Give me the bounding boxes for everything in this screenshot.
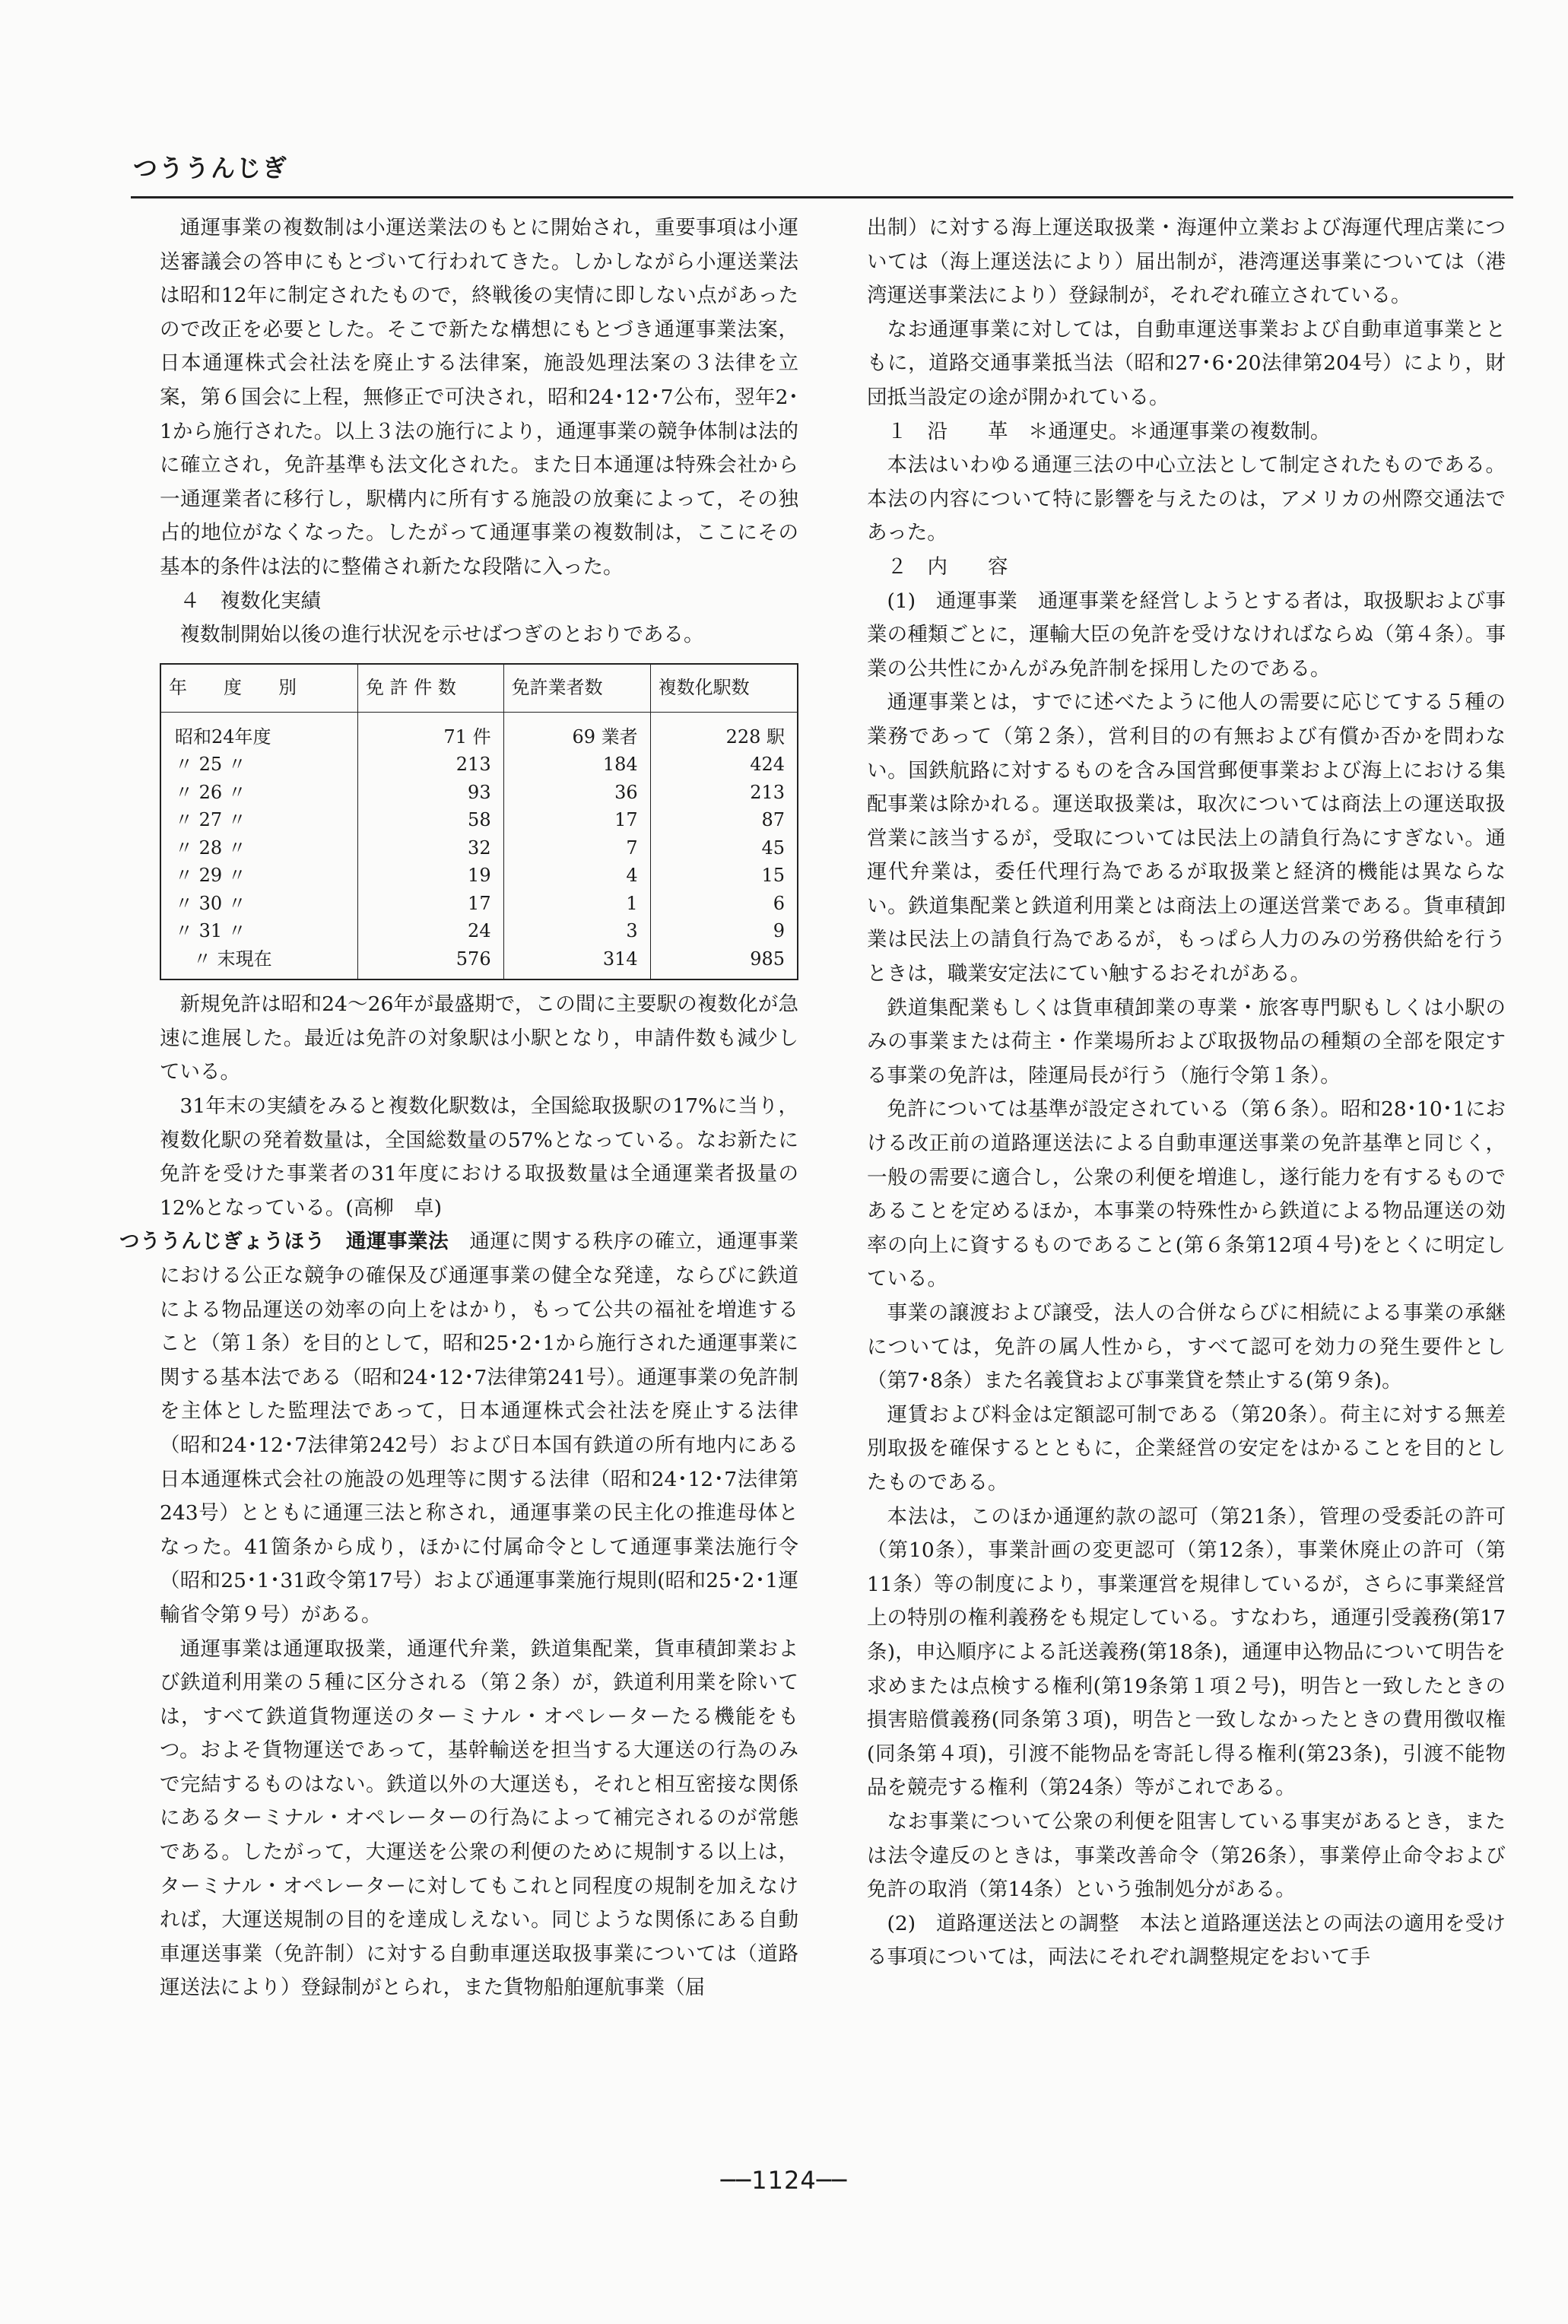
table-cell: 985 bbox=[650, 945, 798, 980]
table-row bbox=[160, 806, 798, 834]
table-cell: 424 bbox=[650, 751, 798, 779]
table-row bbox=[160, 834, 798, 862]
paragraph: 新規免許は昭和24～26年が最盛期で，この間に主要駅の複数化が急速に進展した。最近は免許の対象駅は小駅となり，申請件数も減少している。 bbox=[160, 992, 798, 1084]
table-row bbox=[160, 779, 798, 807]
section-heading: ４ 複数化実績 bbox=[179, 589, 321, 613]
table-cell: 昭和24年度 bbox=[160, 712, 358, 751]
paragraph: 事業の譲渡および譲受，法人の合併ならびに相続による事業の承継については，免許の属人性から，すべて認可を効力の発生要件とし（第7･8条）また名義貸および事業貸を禁止する(第９条)。 bbox=[867, 1301, 1506, 1393]
table-cell: 9 bbox=[650, 917, 798, 945]
table-header-row bbox=[160, 664, 798, 713]
table-cell: 〃 25 〃 bbox=[160, 751, 358, 779]
paragraph: 本法は，このほか通運約款の認可（第21条），管理の受委託の許可（第10条），事業計画の変更認可（第12条），事業休廃止の許可（第11条）等の制度により，事業運営を規律しているが，さらに事業経営上の特別の権利義務をも規定している。すなわち，通運引受義務(第17条)，申込順序による託送義務(第18条)，通運申込物品について明告を求めまたは点検する権利(第19条第１項２号)，明告と一致したときの損害賠償義務(同条第３項)，明告と一致しなかったときの費用徴収権(同条第４項)，引渡不能物品を寄託し得る権利(第23条)，引渡不能物品を競売する権利（第24条）等がこれである。 bbox=[867, 1504, 1506, 1800]
table-cell: 〃 27 〃 bbox=[160, 806, 358, 834]
table-row bbox=[160, 917, 798, 945]
column-header: 免許業者数 bbox=[503, 664, 650, 713]
table-cell: 〃 28 〃 bbox=[160, 834, 358, 862]
paragraph: 通運事業は通運取扱業，通運代弁業，鉄道集配業，貨車積卸業および鉄道利用業の５種に区分される（第２条）が，鉄道利用業を除いては，すべて鉄道貨物運送のターミナル・オペレーターたる機能をもつ。およそ貨物運送であって，基幹輸送を担当する大運送の行為のみで完結するものはない。鉄道以外の大運送も，それと相互密接な関係にあるターミナル・オペレーターの行為によって補完されるのが常態である。したがって，大運送を公衆の利便のために規制する以上は，ターミナル・オペレーターに対してもこれと同程度の規制を加えなければ，大運送規制の目的を達成しえない。同じような関係にある自動車運送事業（免許制）に対する自動車運送取扱事業については（道路運送法により）登録制がとられ，また貨物船舶運航事業（届 bbox=[160, 1637, 798, 2000]
table-cell: 93 bbox=[358, 779, 504, 807]
right-column bbox=[867, 211, 1506, 2158]
table-row bbox=[160, 890, 798, 918]
table-cell: 1 bbox=[503, 890, 650, 918]
paragraph: 免許については基準が設定されている（第６条）。昭和28･10･1における改正前の道路運送法による自動車運送事業の免許基準と同じく，一般の需要に適合し，公衆の利便を増進し，遂行能力を有するものであることを定めるほか，本事業の特殊性から鉄道による物品運送の効率の向上に資するものであること(第６条第12項４号)をとくに明定している。 bbox=[867, 1097, 1506, 1291]
entry-lead-text: 通運に関する秩序の確立，通運事業における公正な競争の確保及び通運事業の健全な発達，ならびに鉄道による物品運送の効率の向上をはかり，もって公共の福祉を増進すること（第１条）を目的として，昭和25･2･1から施行された通運事業に関する基本法である（昭和24･12･7法律第241号）。通運事業の免許制を主体とした監理法であって，日本通運株式会社法を廃止する法律（昭和24･12･7法律第242号）および日本国有鉄道の所有地内にある日本通運株式会社の施設の処理等に関する法律（昭和24･12･7法律第243号）とともに通運三法と称され，通運事業の民主化の推進母体となった。41箇条から成り，ほかに付属命令として通運事業法施行令（昭和25･1･31政令第17号）および通運事業施行規則(昭和25･2･1運輸省令第９号）がある。 bbox=[160, 1230, 798, 1627]
table-cell: 87 bbox=[650, 806, 798, 834]
table-cell: 314 bbox=[503, 945, 650, 980]
table-cell: 213 bbox=[650, 779, 798, 807]
column-header: 免 許 件 数 bbox=[358, 664, 504, 713]
table-cell: 24 bbox=[358, 917, 504, 945]
paragraph: 通運事業の複数制は小運送業法のもとに開始され，重要事項は小運送審議会の答申にもとづいて行われてきた。しかしながら小運送業法は昭和12年に制定されたもので，終戦後の実情に即しない点があったので改正を必要とした。そこで新たな構想にもとづき通運事業法案，日本通運株式会社法を廃止する法律案，施設処理法案の３法律を立案，第６国会に上程，無修正で可決され，昭和24･12･7公布，翌年2･1から施行された。以上３法の施行により，通運事業の競争体制は法的に確立され，免許基準も法文化された。また日本通運は特殊会社から一通運業者に移行し，駅構内に所有する施設の放棄によって，その独占的地位がなくなった。したがって通運事業の複数制は，ここにその基本的条件は法的に整備され新たな段階に入った。 bbox=[160, 216, 798, 579]
table-cell: 〃 30 〃 bbox=[160, 890, 358, 918]
paragraph: 鉄道集配業もしくは貨車積卸業の専業・旅客専門駅もしくは小駅のみの事業または荷主・作業場所および取扱物品の種類の全部を限定する事業の免許は，陸運局長が行う（施行令第１条）。 bbox=[867, 995, 1506, 1087]
paragraph: 出制）に対する海上運送取扱業・海運仲立業および海運代理店業については（海上運送法により）届出制が，港湾運送事業については（港湾運送事業法により）登録制が，それぞれ確立されている。 bbox=[867, 216, 1506, 308]
entry-headword: つううんじぎょうほう 通運事業法 bbox=[119, 1230, 449, 1254]
paragraph: 通運事業とは，すでに述べたように他人の需要に応じてする５種の業務であって（第２条），営利目的の有無および有償か否かを問わない。国鉄航路に対するものを含み国営郵便事業および海上における集配事業は除かれる。運送取扱業は，取次については商法上の運送取扱営業に該当するが，受取については民法上の請負行為にすぎない。通運代弁業は，委任代理行為であるが取扱業と経済的機能は異ならない。鉄道集配業と鉄道利用業とは商法上の運送営業である。貨車積卸業は民法上の請負行為であるが，もっぱら人力のみの労務供給を行うときは，職業安定法にてい触するおそれがある。 bbox=[867, 691, 1506, 986]
table-cell: 69 業者 bbox=[503, 712, 650, 751]
table-cell: 3 bbox=[503, 917, 650, 945]
page-number: ──1124── bbox=[720, 2166, 848, 2195]
table-cell: 17 bbox=[503, 806, 650, 834]
table-cell: 7 bbox=[503, 834, 650, 862]
table-cell: 213 bbox=[358, 751, 504, 779]
table-cell: 4 bbox=[503, 862, 650, 890]
table-cell: 36 bbox=[503, 779, 650, 807]
dictionary-entry bbox=[119, 1225, 798, 1632]
table-row bbox=[160, 945, 798, 980]
table-cell: 184 bbox=[503, 751, 650, 779]
table-row bbox=[160, 751, 798, 779]
running-header: つううんじぎ bbox=[133, 154, 289, 183]
paragraph: (2) 道路運送法との調整 本法と道路運送法との両法の適用を受ける事項については，両法にそれぞれ調整規定をおいて手 bbox=[867, 1911, 1506, 1970]
section-heading: １ 沿 革 ＊通運史。＊通運事業の複数制。 bbox=[887, 419, 1331, 443]
left-column bbox=[119, 211, 798, 2158]
table-cell: 〃 26 〃 bbox=[160, 779, 358, 807]
table-cell: 〃 31 〃 bbox=[160, 917, 358, 945]
table-cell: 〃 末現在 bbox=[160, 945, 358, 980]
table-cell: 15 bbox=[650, 862, 798, 890]
table-cell: 228 駅 bbox=[650, 712, 798, 751]
table-cell: 〃 29 〃 bbox=[160, 862, 358, 890]
table-cell: 45 bbox=[650, 834, 798, 862]
stats-table bbox=[160, 663, 798, 981]
table-cell: 17 bbox=[358, 890, 504, 918]
paragraph: なお事業について公衆の利便を阻害している事実があるとき，または法令違反のときは，事業改善命令（第26条），事業停止命令および免許の取消（第14条）という強制処分がある。 bbox=[867, 1809, 1506, 1902]
paragraph: 複数制開始以後の進行状況を示せばつぎのとおりである。 bbox=[179, 623, 704, 647]
column-header: 複数化駅数 bbox=[650, 664, 798, 713]
table-cell: 58 bbox=[358, 806, 504, 834]
paragraph: (1) 通運事業 通運事業を経営しようとする者は，取扱駅および事業の種類ごとに，運輸大臣の免許を受けなければならぬ（第４条）。事業の公共性にかんがみ免許制を採用したのである。 bbox=[867, 589, 1506, 681]
table-cell: 576 bbox=[358, 945, 504, 980]
paragraph: 本法はいわゆる通運三法の中心立法として制定されたものである。本法の内容について特に影響を与えたのは，アメリカの州際交通法であった。 bbox=[867, 453, 1506, 545]
table-cell: 19 bbox=[358, 862, 504, 890]
table-cell: 32 bbox=[358, 834, 504, 862]
table-cell: 6 bbox=[650, 890, 798, 918]
table-row bbox=[160, 862, 798, 890]
section-heading: ２ 内 容 bbox=[887, 554, 1008, 579]
paragraph: 運賃および料金は定額認可制である（第20条）。荷主に対する無差別取扱を確保するとともに，企業経営の安定をはかることを目的としたものである。 bbox=[867, 1402, 1506, 1494]
header-rule bbox=[131, 196, 1513, 198]
paragraph: なお通運事業に対しては，自動車運送事業および自動車道事業とともに，道路交通事業抵当法（昭和27･6･20法律第204号）により，財団抵当設定の途が開かれている。 bbox=[867, 317, 1506, 409]
table-cell: 71 件 bbox=[358, 712, 504, 751]
column-header: 年 度 別 bbox=[160, 664, 358, 713]
table-row bbox=[160, 712, 798, 751]
paragraph: 31年末の実績をみると複数化駅数は，全国総取扱駅の17%に当り，複数化駅の発着数量は，全国総数量の57%となっている。なお新たに免許を受けた事業者の31年度における取扱数量は全通運業者扱量の12%となっている。(高柳 卓) bbox=[160, 1094, 798, 1220]
